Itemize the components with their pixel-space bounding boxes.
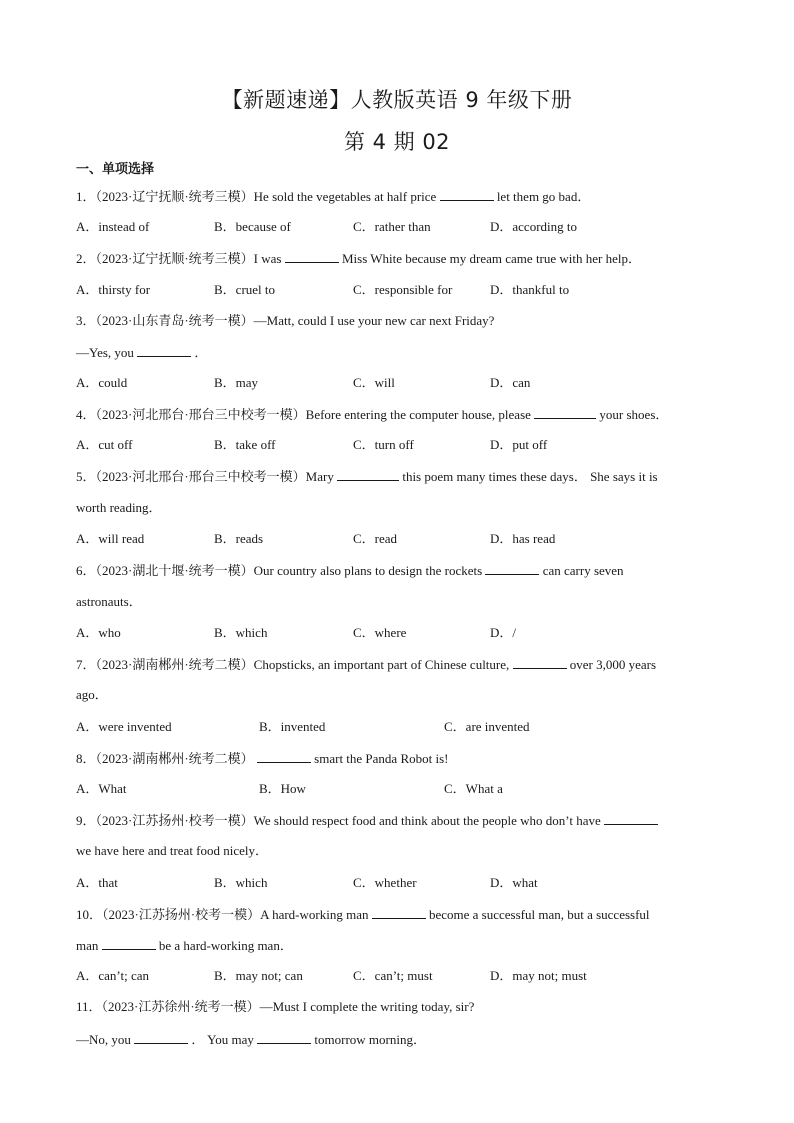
question-5-options [76, 531, 736, 547]
option-c: C．will [353, 375, 395, 390]
question-10-stem: 10．（2023·江苏扬州·校考一模）A hard-working man become a successful man, but a successful [76, 907, 650, 922]
question-10-stem-line2: man be a hard-working man． [76, 938, 293, 953]
option-a: A．cut off [76, 437, 133, 452]
option-c: C．turn off [353, 437, 414, 452]
option-c: C．are invented [444, 719, 530, 734]
question-10-options [76, 968, 736, 984]
question-7-stem-line2: ago． [76, 687, 108, 702]
option-a: A．could [76, 375, 128, 390]
option-c: C．What a [444, 781, 503, 796]
question-2-stem: 2．（2023·辽宁抚顺·统考三模）I was Miss White because my dream came true with her help． [76, 251, 641, 266]
option-a: A．What [76, 781, 127, 796]
option-d: D．according to [490, 219, 578, 234]
question-8-options [76, 781, 736, 797]
option-c: C．read [353, 531, 398, 546]
option-a: A．who [76, 625, 121, 640]
question-7-stem: 7．（2023·湖南郴州·统考二模）Chopsticks, an important part of Chinese culture, over 3,000 years [76, 657, 657, 672]
option-a: A．were invented [76, 719, 172, 734]
question-6-stem: 6．（2023·湖北十堰·统考一模）Our country also plans to design the rockets can carry seven [76, 563, 624, 578]
question-11-stem-line2: —No, you ． You may tomorrow morning． [76, 1032, 426, 1047]
option-b: B．cruel to [214, 282, 276, 297]
question-7-options [76, 719, 736, 735]
question-6-options [76, 625, 736, 641]
option-d: D．/ [490, 625, 517, 640]
question-3-stem-line2: —Yes, you ． [76, 345, 208, 360]
question-1-stem: 1．（2023·辽宁抚顺·统考三模）He sold the vegetables at half price let them go bad． [76, 189, 591, 204]
question-3-stem: 3．（2023·山东青岛·统考一模）—Matt, could I use your new car next Friday? [76, 313, 495, 328]
answer-blank [134, 1031, 188, 1044]
question-5-stem: 5．（2023·河北邢台·邢台三中校考一模）Mary this poem many times these days． She says it is [76, 469, 658, 484]
answer-blank [102, 937, 156, 950]
answer-blank [285, 250, 339, 263]
option-a: A．can’t; can [76, 968, 150, 983]
option-d: D．can [490, 375, 531, 390]
question-8-stem: 8．（2023·湖南郴州·统考二模） smart the Panda Robot is! [76, 751, 449, 766]
option-b: B．reads [214, 531, 264, 546]
question-5-stem-line2: worth reading． [76, 500, 162, 515]
option-b: B．How [259, 781, 306, 796]
option-b: B．which [214, 625, 268, 640]
question-3-options [76, 375, 736, 391]
document-subtitle: 第 4 期 02 [343, 130, 451, 154]
answer-blank [257, 1031, 311, 1044]
answer-blank [534, 406, 596, 419]
option-d: D．has read [490, 531, 556, 546]
section-heading: 一、单项选择 [76, 162, 155, 177]
option-b: B．because of [214, 219, 291, 234]
answer-blank [485, 562, 539, 575]
question-6-stem-line2: astronauts． [76, 594, 142, 609]
question-11-stem: 11．（2023·江苏徐州·统考一模）—Must I complete the writing today, sir? [76, 999, 475, 1014]
option-d: D．thankful to [490, 282, 570, 297]
option-c: C．where [353, 625, 407, 640]
option-a: A．will read [76, 531, 145, 546]
option-a: A．thirsty for [76, 282, 151, 297]
answer-blank [137, 344, 191, 357]
question-2-options [76, 282, 736, 298]
answer-blank [604, 812, 658, 825]
document-title: 【新题速递】人教版英语 9 年级下册 [221, 88, 573, 112]
option-c: C．responsible for [353, 282, 453, 297]
option-d: D．may not; must [490, 968, 587, 983]
option-d: D．put off [490, 437, 548, 452]
question-9-stem-line2: we have here and treat food nicely． [76, 843, 269, 858]
option-b: B．take off [214, 437, 276, 452]
answer-blank [337, 468, 399, 481]
option-a: A．instead of [76, 219, 150, 234]
option-b: B．invented [259, 719, 326, 734]
option-c: C．can’t; must [353, 968, 433, 983]
option-c: C．whether [353, 875, 417, 890]
option-a: A．that [76, 875, 118, 890]
option-c: C．rather than [353, 219, 431, 234]
option-b: B．may [214, 375, 259, 390]
answer-blank [513, 656, 567, 669]
answer-blank [257, 750, 311, 763]
answer-blank [440, 188, 494, 201]
question-9-options [76, 875, 736, 891]
option-d: D．what [490, 875, 538, 890]
answer-blank [372, 906, 426, 919]
option-b: B．may not; can [214, 968, 303, 983]
option-b: B．which [214, 875, 268, 890]
question-9-stem: 9．（2023·江苏扬州·校考一模）We should respect food and think about the people who don’t have [76, 812, 658, 829]
question-1-options [76, 219, 736, 235]
question-4-stem: 4．（2023·河北邢台·邢台三中校考一模）Before entering the computer house, please your shoes． [76, 407, 669, 422]
question-4-options [76, 437, 736, 453]
